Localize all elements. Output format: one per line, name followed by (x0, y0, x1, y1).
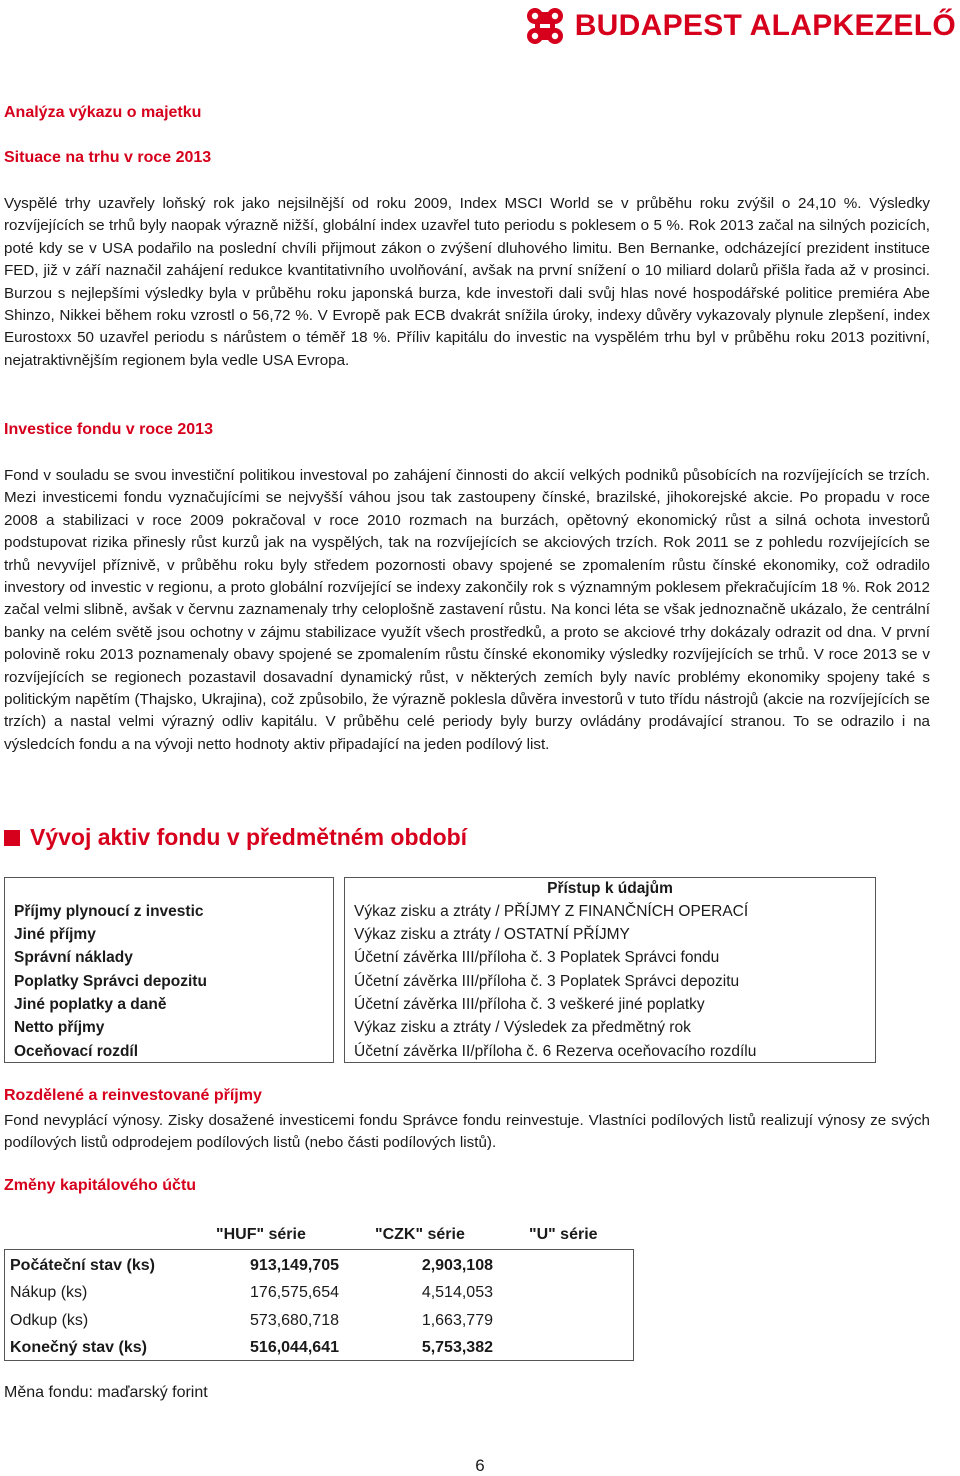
series-header-czk: "CZK" série (375, 1226, 465, 1243)
development-heading (4, 824, 467, 851)
huf-value: 913,149,705 (250, 1257, 339, 1274)
series-header-u: "U" série (529, 1226, 598, 1243)
source-table-labels (4, 877, 334, 1063)
czk-value: 4,514,053 (421, 1284, 493, 1301)
page-title: Analýza výkazu o majetku (4, 104, 202, 121)
table-row-label: Příjmy plynoucí z investic (14, 903, 204, 920)
logo-text: BUDAPEST ALAPKEZELŐ (574, 9, 956, 42)
row-label: Konečný stav (ks) (10, 1339, 147, 1356)
table-row-source: Účetní závěrka II/příloha č. 6 Rezerva oceňovacího rozdílu (354, 1043, 757, 1060)
table-row-source: Výkaz zisku a ztráty / PŘÍJMY Z FINANČNÍCH OPERACÍ (354, 903, 749, 920)
fund-paragraph: Fond v souladu se svou investiční politikou investoval po zahájení činnosti do akcií velkých podniků působících na rozvíjejících se trzích. Mezi investicemi fondu vyznačujícími se nejvyšší váhou jsou tak zastoupeny čínské, brazilské, jihokorejské akcie. Po propadu v roce 2008 a stabilizaci v roce 2009 pokračoval v roce 2010 rozmach na burzách, opětovný ekonomický růst a silná ochota investorů podstupovat rizika přinesly růst kurzů jak na vyspělých, tak na rozvíjejících se akciových trzích. Rok 2011 se z pohledu rozvíjejících se trhů nevyvíjel příznivě, v průběhu roku byly středem pozornosti obavy spojené se zpomalením růstu čínské ekonomiky, což odradilo investory od investic v regionu, a proto globální rozvíjející se indexy zakončily rok s významným poklesem překračujícím 18 %. Rok 2012 začal velmi slibně, avšak v červnu zaznamenaly trhy celoplošně zastavení růstu. Na konci léta se však jednoznačně ukázalo, že centrální banky na celém světě jsou ochotny v zájmu stabilizace využít všech prostředků, a proto se akciové trhy dokázaly odrazit od dna. V první polovině roku 2013 poznamenaly obavy spojené se zpomalením růstu čínské ekonomiky výsledky rozvíjejících se trhů. V roce 2013 se v rozvíjejících se regionech pozastavil dosavadní dynamický růst, v některých zemích byly navíc problémy ekonomiky spojeny také s politickým napětím (Thajsko, Ukrajina), což způsobilo, že výrazně poklesla důvěra investorů v tuto třídu nástrojů (akcie na rozvíjejících se trzích) a nastal velmi výrazný odliv kapitálu. V průběhu celé periody byly burzy ovládány prodávající stranou. To se odrazilo i na výsledcích fondu a na vývoji netto hodnoty aktiv připadající na jeden podílový list. (4, 467, 930, 753)
budapest-logo-icon (523, 4, 567, 48)
table-row-label: Oceňovací rozdíl (14, 1043, 139, 1060)
czk-value: 2,903,108 (421, 1257, 493, 1274)
row-label: Odkup (ks) (10, 1312, 89, 1329)
currency-note: Měna fondu: maďarský forint (4, 1384, 208, 1401)
table-row-source: Výkaz zisku a ztráty / Výsledek za předmětný rok (354, 1019, 691, 1036)
series-header-huf: "HUF" série (216, 1226, 306, 1243)
table-row (5, 1252, 633, 1279)
czk-value: 5,753,382 (421, 1339, 493, 1356)
market-heading: Situace na trhu v roce 2013 (4, 149, 212, 166)
capital-heading: Změny kapitálového účtu (4, 1177, 197, 1194)
page-number: 6 (475, 1456, 485, 1475)
source-table-header: Přístup k údajům (547, 880, 673, 897)
bullet-square-icon (4, 830, 20, 846)
table-row-label: Jiné příjmy (14, 926, 96, 943)
table-row (5, 1334, 633, 1361)
huf-value: 516,044,641 (250, 1339, 339, 1356)
table-row-label: Poplatky Správci depozitu (14, 973, 207, 990)
huf-value: 573,680,718 (250, 1312, 339, 1329)
table-row (5, 1307, 633, 1334)
table-row-label: Správní náklady (14, 949, 133, 966)
table-row-source: Účetní závěrka III/příloha č. 3 Poplatek Správci depozitu (354, 973, 740, 990)
row-label: Nákup (ks) (10, 1284, 88, 1301)
market-paragraph: Vyspělé trhy uzavřely loňský rok jako nejsilnější od roku 2009, Index MSCI World se v průběhu roku zvýšil o 24,10 %. Výsledky rozvíjejících se trhů byly naopak výrazně nižší, globální index uzavřel tuto periodu s poklesem o 5 %. Rok 2013 začal na silných pozicích, poté kdy se v USA podařilo na poslední chvíli přijmout zákon o zvýšení dluhového limitu. Ben Bernanke, odcházející prezident instituce FED, již v září naznačil zahájení redukce kvantitativního uvolňování, avšak na první snížení o 10 miliard dolarů přišla řada až v prosinci. Burzou s nejlepšími výsledky byla v průběhu roku japonská burza, kde investoři dali svůj hlas nové hospodářské politice premiéra Abe Shinzo, Nikkei během roku vzrostl o 56,72 %. V Evropě pak ECB dvakrát snížila úroky, indexy důvěry vykazovaly plynule zlepšení, index Eurostoxx 50 uzavřel periodu s nárůstem o téměř 18 %. Příliv kapitálu do investic na vyspělém trhu byl v průběhu roku 2013 pozitivní, nejatraktivnějším regionem byla vedle USA Evropa. (4, 195, 930, 369)
table-row-label: Jiné poplatky a daně (14, 996, 167, 1013)
source-table-values (344, 877, 876, 1063)
table-row-source: Výkaz zisku a ztráty / OSTATNÍ PŘÍJMY (354, 926, 630, 943)
distributed-paragraph: Fond nevyplácí výnosy. Zisky dosažené investicemi fondu Správce fondu reinvestuje. Vlastníci podílových listů realizují výnosy ze svých podílových listů odprodejem podílových listů (nebo části podílových listů). (4, 1112, 930, 1152)
capital-table (4, 1249, 634, 1361)
table-row-source: Účetní závěrka III/příloha č. 3 Poplatek Správci fondu (354, 949, 720, 966)
company-logo (523, 6, 956, 46)
development-heading-text: Vývoj aktiv fondu v předmětném období (30, 824, 468, 850)
row-label: Počáteční stav (ks) (10, 1257, 155, 1274)
distributed-heading: Rozdělené a reinvestované příjmy (4, 1087, 262, 1104)
table-row-source: Účetní závěrka III/příloha č. 3 veškeré jiné poplatky (354, 996, 705, 1013)
table-row (5, 1279, 633, 1306)
czk-value: 1,663,779 (421, 1312, 493, 1329)
fund-heading: Investice fondu v roce 2013 (4, 421, 213, 438)
huf-value: 176,575,654 (250, 1284, 339, 1301)
table-row-label: Netto příjmy (14, 1019, 105, 1036)
